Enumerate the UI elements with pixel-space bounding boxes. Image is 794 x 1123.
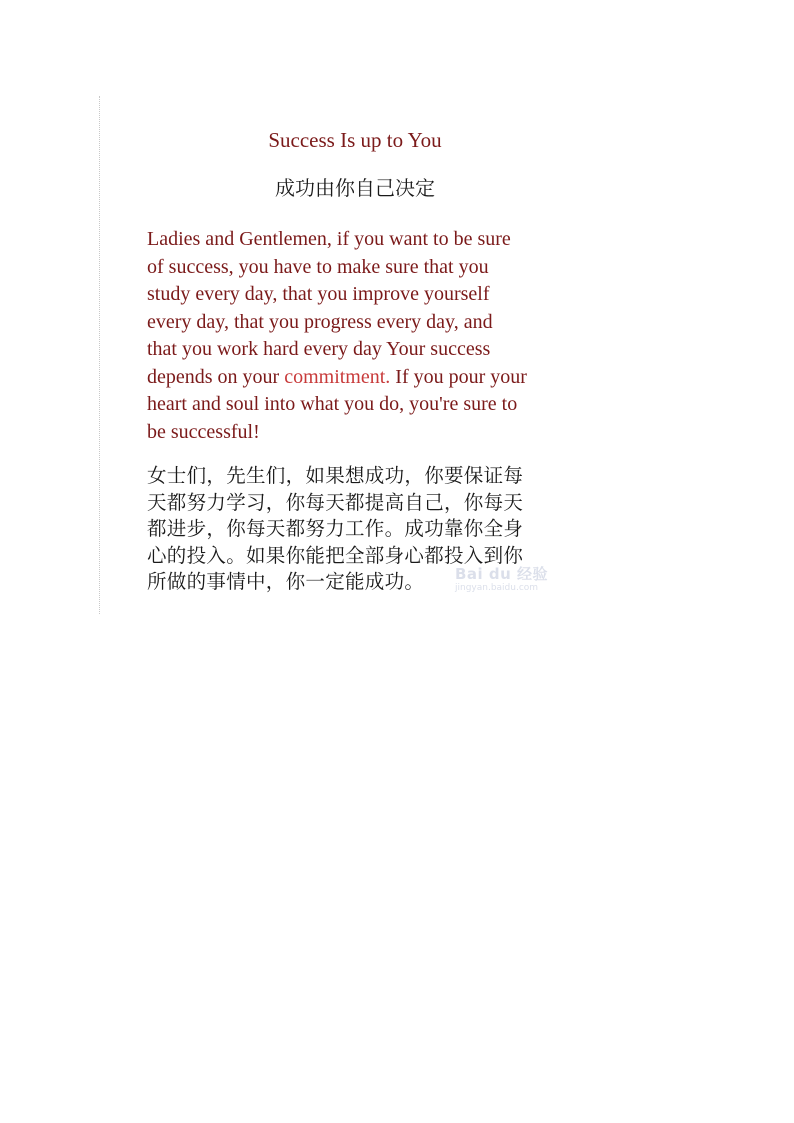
english-line: Ladies and Gentlemen, if you want to be sure [147,228,511,250]
english-title: Success Is up to You [268,128,442,152]
english-paragraph [147,226,577,446]
chinese-line: 都进步，你每天都努力工作。成功靠你全身 [147,517,524,540]
english-line: study every day, that you improve yourself [147,283,490,305]
watermark-logo: Bai du 经验 [455,565,549,583]
english-line: be successful! [147,420,260,443]
chinese-line: 心的投入。如果你能把全部身心都投入到你 [147,543,524,567]
english-line-with-highlight [147,364,577,392]
english-line: every day, that you progress every day, and [147,310,493,333]
chinese-line: 女士们，先生们，如果想成功，你要保证每 [147,464,524,487]
english-line-start: depends on your [147,365,285,388]
watermark-url: jingyan.baidu.com [455,583,539,593]
highlighted-word: commitment. [284,365,391,388]
english-line-end: If you pour your [390,365,527,388]
chinese-line: 所做的事情中，你一定能成功。 [147,570,425,593]
chinese-title: 成功由你自己决定 [275,176,435,200]
english-line: heart and soul into what you do, you're sure to [147,393,518,415]
baidu-watermark [455,566,565,600]
english-line: that you work hard every day Your success [147,338,491,360]
chinese-line: 天都努力学习，你每天都提高自己，你每天 [147,490,524,514]
english-line: of success, you have to make sure that you [147,255,489,278]
